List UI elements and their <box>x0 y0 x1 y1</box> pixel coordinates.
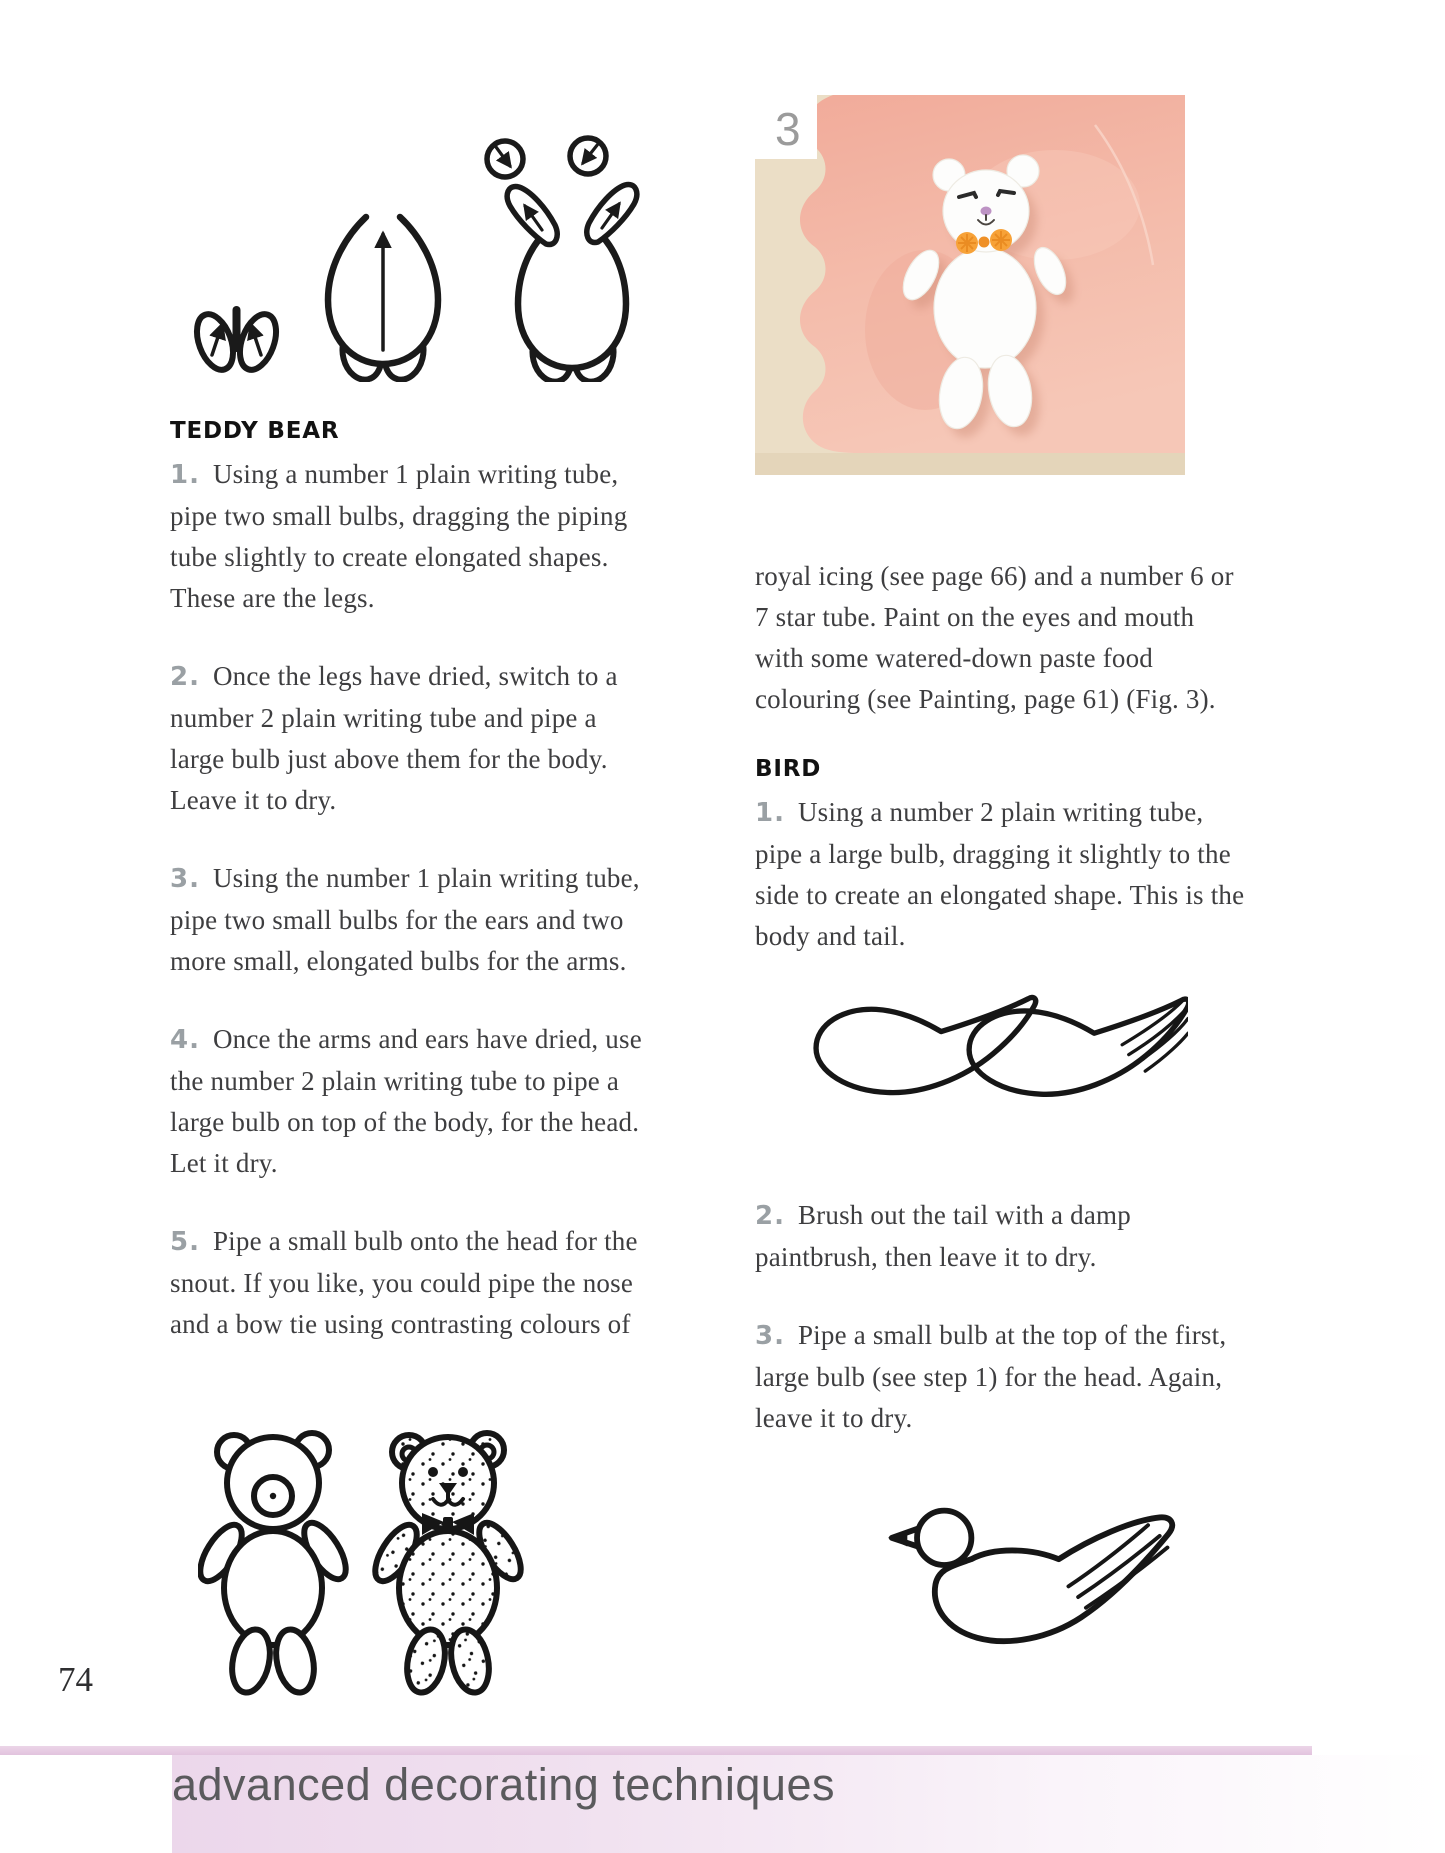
page-number: 74 <box>58 1660 93 1699</box>
step-number: 2. <box>170 662 200 692</box>
figure-label: 3 <box>775 103 801 155</box>
bear-nose <box>270 1493 276 1499</box>
step-number: 3. <box>755 1321 785 1351</box>
teddy-body <box>934 248 1036 368</box>
step-text: Brush out the tail with a damp paintbrush, then leave it to dry. <box>755 1200 1131 1272</box>
bird-heading: BIRD <box>755 756 822 782</box>
bear-leg <box>227 1626 276 1696</box>
bear-leg <box>446 1626 495 1696</box>
outline-teddy-drawing <box>198 1433 354 1696</box>
teddy-step-3 <box>170 858 656 982</box>
bird-step-1 <box>755 792 1247 957</box>
drag-arrow-icon <box>212 325 222 355</box>
step-number: 3. <box>170 864 200 894</box>
teddy-continuation-text: royal icing (see page 66) and a number 6 or 7 star tube. Paint on the eyes and mouth with some watered-down paste food colouring (see Painting, page 61) (Fig. 3). <box>755 561 1234 714</box>
bird-step-2 <box>755 1195 1247 1278</box>
bird-body-tail-diagram <box>793 987 1188 1119</box>
bird-with-head-diagram <box>847 1499 1187 1664</box>
step-number: 1. <box>755 798 785 828</box>
footer-band <box>172 1755 1445 1853</box>
piping-stage-arms-ears <box>487 138 637 382</box>
right-column <box>755 556 1247 1664</box>
step-number: 4. <box>170 1025 200 1055</box>
piping-stage-legs <box>190 309 283 374</box>
teddy-step-4 <box>170 1019 656 1184</box>
step-number: 2. <box>755 1201 785 1231</box>
teddy-step-5 <box>170 1221 656 1345</box>
teddy-piping-steps-diagram <box>170 112 710 382</box>
bird-head <box>917 1511 971 1565</box>
step-number: 1. <box>170 460 200 490</box>
finished-teddy-drawings <box>198 1418 538 1718</box>
footer-chapter-title: advanced decorating techniques <box>172 1759 835 1810</box>
step-text: Using a number 2 plain writing tube, pipe a large bulb, dragging it slightly to the side to create an elongated shape. This is the body and tail. <box>755 797 1245 951</box>
teddy-bear-section <box>170 418 656 1345</box>
stippled-teddy-drawing <box>367 1433 529 1696</box>
teddy-step-2 <box>170 656 656 821</box>
drag-arrow-icon <box>251 325 261 355</box>
teddy-step-1 <box>170 454 656 619</box>
bear-leg <box>402 1626 451 1696</box>
drag-arrow-icon <box>583 144 598 163</box>
step-text: Using the number 1 plain writing tube, pipe two small bulbs for the ears and two more small, elongated bulbs for the arms. <box>170 863 640 976</box>
piping-stage-body <box>328 217 438 382</box>
photo-image <box>755 95 1185 475</box>
bear-body <box>399 1531 497 1645</box>
bear-body <box>224 1531 322 1645</box>
step-number: 5. <box>170 1227 200 1257</box>
step-text: Once the arms and ears have dried, use the number 2 plain writing tube to pipe a large bulb on top of the body, for the head. Let it dry. <box>170 1024 642 1178</box>
step-text: Pipe a small bulb at the top of the first, large bulb (see step 1) for the head. Again, leave it to dry. <box>755 1320 1227 1433</box>
bear-leg <box>271 1626 320 1696</box>
teddy-bear-heading: TEDDY BEAR <box>170 418 340 444</box>
footer-divider-line <box>0 1746 1312 1755</box>
bird-step-3 <box>755 1315 1247 1439</box>
step-text: Using a number 1 plain writing tube, pipe two small bulbs, dragging the piping tube slightly to create elongated shapes. These are the legs. <box>170 459 628 613</box>
step-text: Pipe a small bulb onto the head for the snout. If you like, you could pipe the nose and a bow tie using contrasting colours of <box>170 1226 638 1339</box>
drag-arrow-icon <box>496 147 510 166</box>
teddy-bear-photo <box>755 95 1185 475</box>
step-text: Once the legs have dried, switch to a number 2 plain writing tube and pipe a large bulb just above them for the body. Leave it to dry. <box>170 661 618 815</box>
